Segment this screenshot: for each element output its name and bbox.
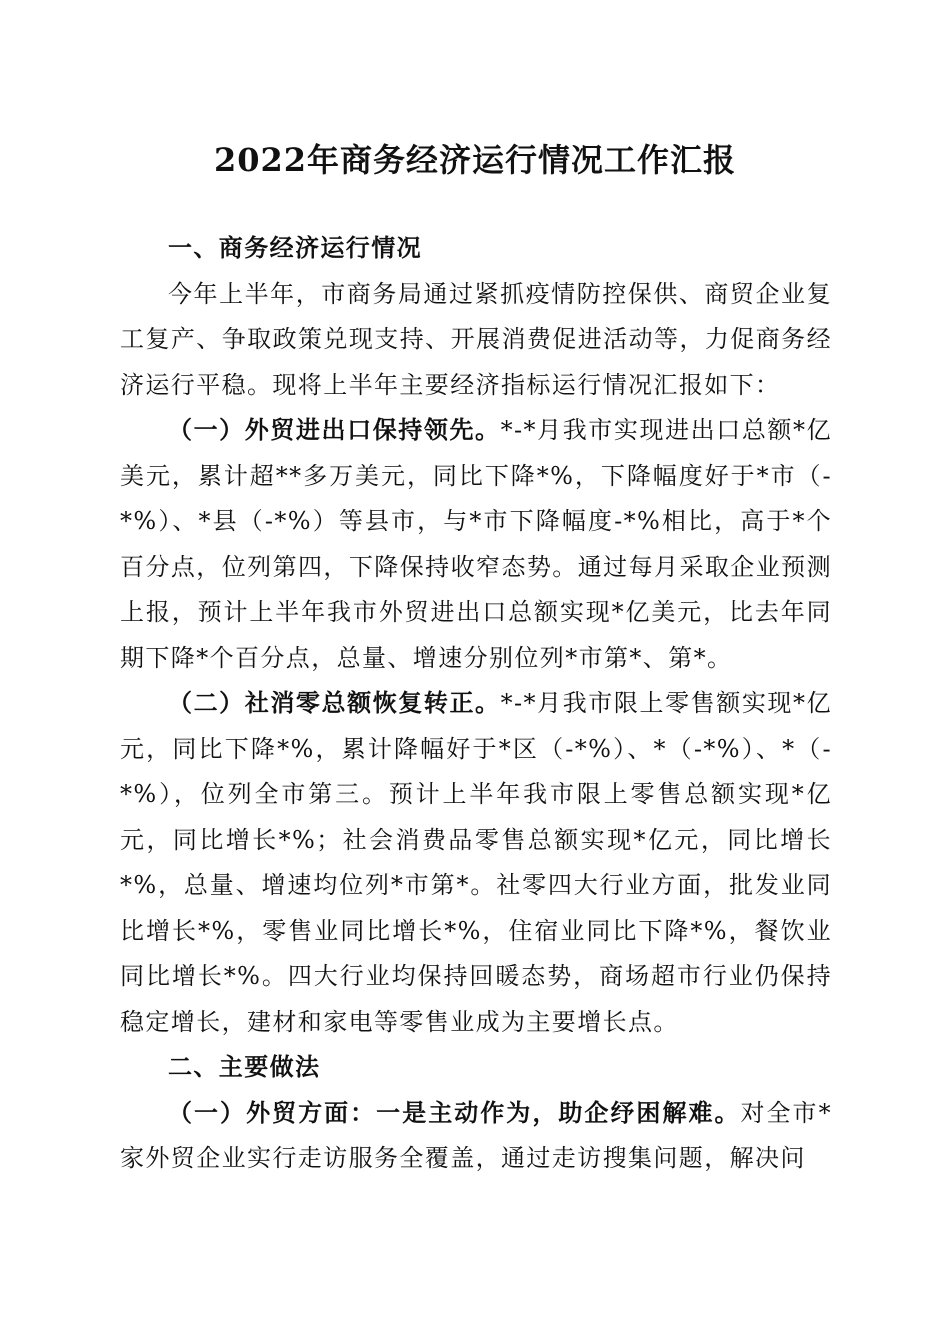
paragraph-lead-foreign-trade: （一）外贸进出口保持领先。 xyxy=(168,416,501,444)
document-body xyxy=(120,226,832,1182)
document-title: 2022年商务经济运行情况工作汇报 xyxy=(213,141,737,179)
paragraph-lead-retail-sales: （二）社消零总额恢复转正。 xyxy=(168,689,501,717)
paragraph-text-foreign-trade: *-*月我市实现进出口总额*亿美元，累计超**多万美元，同比下降*%，下降幅度好于*市（-*%）、*县（-*%）等县市，与*市下降幅度-*%相比，高于*个百分点，位列第四，下降保持收窄态势。通过每月采取企业预测上报，预计上半年我市外贸进出口总额实现*亿美元，比去年同期下降*个百分点，总量、增速分别位列*市第*、第*。 xyxy=(120,416,832,672)
paragraph-text-trade-measures: 对全市*家外贸企业实行走访服务全覆盖，通过走访搜集问题，解决问 xyxy=(120,1098,832,1172)
section-intro-paragraph: 今年上半年，市商务局通过紧抓疫情防控保供、商贸企业复工复产、争取政策兑现支持、开展消费促进活动等，力促商务经济运行平稳。现将上半年主要经济指标运行情况汇报如下： xyxy=(120,279,832,399)
paragraph-lead-trade-measures: （一）外贸方面：一是主动作为，助企纾困解难。 xyxy=(168,1098,741,1127)
section-heading-operation: 一、商务经济运行情况 xyxy=(168,234,422,262)
paragraph-retail-sales xyxy=(120,681,832,1045)
paragraph-trade-measures xyxy=(120,1091,832,1182)
paragraph-text-retail-sales: *-*月我市限上零售额实现*亿元，同比下降*%，累计降幅好于*区（-*%）、*（-*%）、*（-*%），位列全市第三。预计上半年我市限上零售总额实现*亿元，同比增长*%；社会消费品零售总额实现*亿元，同比增长*%，总量、增速均位列*市第*。社零四大行业方面，批发业同比增长*%，零售业同比增长*%，住宿业同比下降*%，餐饮业同比增长*%。四大行业均保持回暖态势，商场超市行业仍保持稳定增长，建材和家电等零售业成为主要增长点。 xyxy=(120,689,832,1036)
paragraph-foreign-trade xyxy=(120,408,832,681)
section-heading-measures: 二、主要做法 xyxy=(168,1053,321,1081)
